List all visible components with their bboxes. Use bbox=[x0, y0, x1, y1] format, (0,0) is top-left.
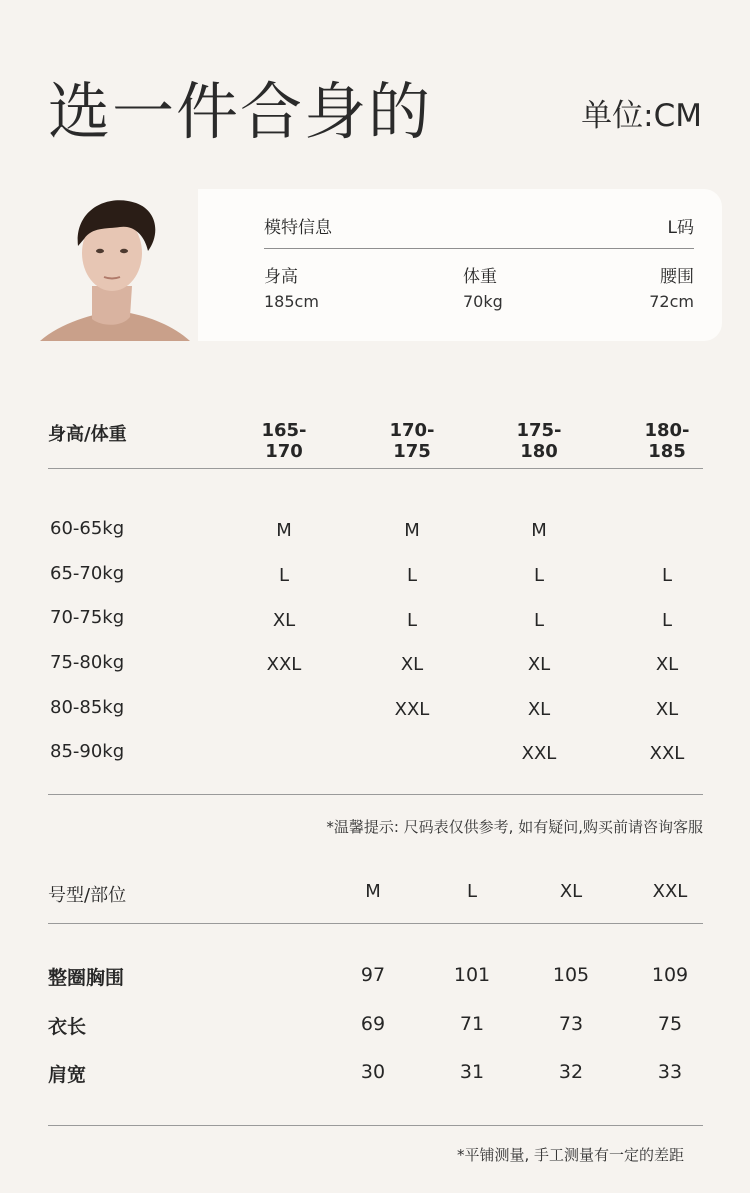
waist-label: 腰围 bbox=[660, 267, 694, 287]
size-cell: L bbox=[406, 610, 418, 631]
measure-row-label: 肩宽 bbox=[48, 1064, 87, 1086]
size-table-note: *温馨提示: 尺码表仅供参考, 如有疑问,购买前请咨询客服 bbox=[326, 818, 703, 836]
measure-cell: 32 bbox=[558, 1061, 584, 1083]
size-cell: XXL bbox=[266, 654, 302, 675]
table-divider bbox=[48, 468, 703, 469]
table-divider bbox=[48, 1125, 703, 1126]
measure-row-label: 整圈胸围 bbox=[48, 967, 125, 989]
measure-cell: 69 bbox=[360, 1013, 386, 1035]
size-cell: L bbox=[533, 610, 545, 631]
height-value: 185cm bbox=[264, 292, 319, 311]
page-title: 选一件合身的 bbox=[48, 75, 433, 148]
measure-cell: 101 bbox=[453, 964, 491, 986]
model-size: L码 bbox=[667, 218, 694, 238]
size-cell: L bbox=[661, 610, 673, 631]
measure-col-header: M bbox=[365, 881, 381, 902]
size-col-header: 165-170 bbox=[261, 420, 307, 462]
size-col-header: 180-185 bbox=[644, 420, 690, 462]
size-cell: XL bbox=[272, 610, 296, 631]
size-cell: M bbox=[531, 520, 547, 541]
weight-label: 体重 bbox=[463, 267, 497, 287]
size-col-header: 170-175 bbox=[389, 420, 435, 462]
weight-row-label: 85-90kg bbox=[50, 741, 125, 762]
weight-row-label: 65-70kg bbox=[50, 563, 125, 584]
weight-value: 70kg bbox=[463, 292, 503, 311]
size-cell: XL bbox=[400, 654, 424, 675]
card-divider bbox=[264, 248, 694, 249]
measure-cell: 105 bbox=[552, 964, 590, 986]
measure-col-header: XL bbox=[559, 881, 583, 902]
weight-row-label: 70-75kg bbox=[50, 607, 125, 628]
measure-cell: 73 bbox=[558, 1013, 584, 1035]
measure-cell: 71 bbox=[459, 1013, 485, 1035]
measure-cell: 31 bbox=[459, 1061, 485, 1083]
measure-cell: 33 bbox=[657, 1061, 683, 1083]
table-divider bbox=[48, 923, 703, 924]
waist-value: 72cm bbox=[649, 292, 694, 311]
size-cell: XXL bbox=[521, 743, 557, 764]
size-cell: XL bbox=[655, 654, 679, 675]
size-cell: M bbox=[276, 520, 292, 541]
model-info-heading: 模特信息 bbox=[264, 218, 332, 238]
size-cell: L bbox=[661, 565, 673, 586]
size-cell: XXL bbox=[649, 743, 685, 764]
measure-cell: 30 bbox=[360, 1061, 386, 1083]
size-cell: XL bbox=[655, 699, 679, 720]
measure-col-header: XXL bbox=[652, 881, 688, 902]
size-cell: XL bbox=[527, 654, 551, 675]
measure-table-corner: 号型/部位 bbox=[48, 885, 127, 906]
size-cell: M bbox=[404, 520, 420, 541]
size-col-header: 175-180 bbox=[516, 420, 562, 462]
table-divider bbox=[48, 794, 703, 795]
measure-table-note: *平铺测量, 手工测量有一定的差距 bbox=[456, 1146, 684, 1164]
measure-cell: 75 bbox=[657, 1013, 683, 1035]
size-cell: L bbox=[406, 565, 418, 586]
model-photo bbox=[40, 191, 190, 341]
measure-cell: 109 bbox=[651, 964, 689, 986]
weight-row-label: 75-80kg bbox=[50, 652, 125, 673]
weight-row-label: 80-85kg bbox=[50, 697, 125, 718]
size-cell: L bbox=[533, 565, 545, 586]
size-cell: XL bbox=[527, 699, 551, 720]
size-table-corner: 身高/体重 bbox=[48, 424, 127, 445]
measure-row-label: 衣长 bbox=[48, 1016, 87, 1038]
weight-row-label: 60-65kg bbox=[50, 518, 125, 539]
unit-label: 单位:CM bbox=[581, 98, 702, 134]
size-cell: L bbox=[278, 565, 290, 586]
measure-cell: 97 bbox=[360, 964, 386, 986]
height-label: 身高 bbox=[264, 267, 298, 287]
measure-col-header: L bbox=[466, 881, 478, 902]
size-cell: XXL bbox=[394, 699, 430, 720]
